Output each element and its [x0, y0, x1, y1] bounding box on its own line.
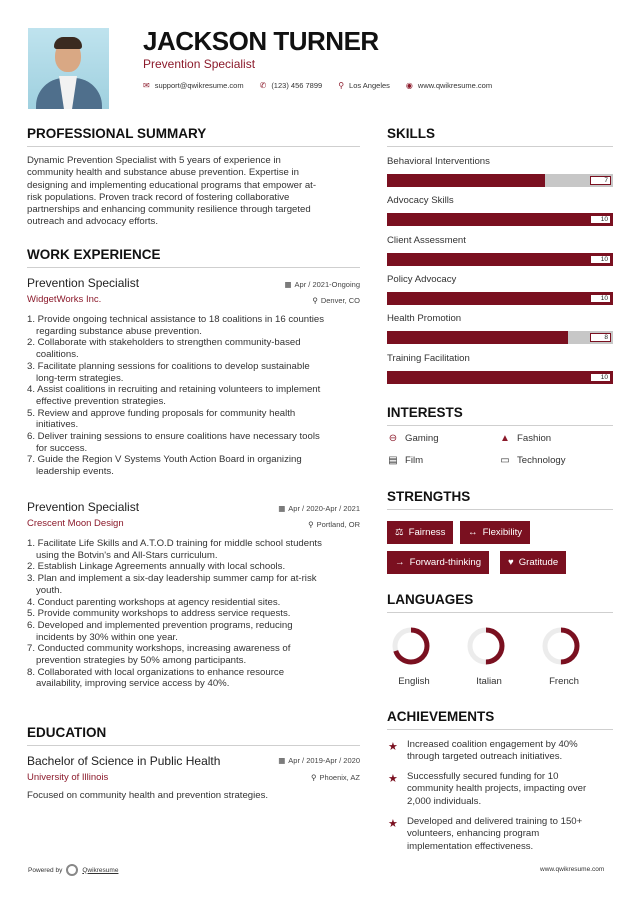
- contact-email[interactable]: support@qwikresume.com: [154, 81, 244, 90]
- candidate-name: JACKSON TURNER: [143, 26, 379, 56]
- skill-bar-fill: [387, 253, 613, 266]
- star-icon: ★: [388, 818, 398, 830]
- degree-title: Bachelor of Science in Public Health: [27, 754, 221, 768]
- achievement-item: Developed and delivered training to 150+ volunteers, enhancing program implementation effectiveness.: [407, 816, 583, 852]
- globe-icon: ◉: [405, 81, 413, 90]
- skill-bar: [387, 331, 613, 344]
- strengths-title: STRENGTHS: [387, 489, 471, 504]
- skill-bar-fill: [387, 371, 613, 384]
- skill-bar: [387, 253, 613, 266]
- contact-location: Los Angeles: [349, 81, 390, 90]
- job-company: Crescent Moon Design: [27, 518, 124, 529]
- achievement-item: Successfully secured funding for 10 community health projects, impacting over 2,000 individuals.: [407, 771, 587, 807]
- balance-scale-icon: ⚖: [395, 527, 404, 538]
- skill-label: Client Assessment: [387, 235, 466, 246]
- languages-title: LANGUAGES: [387, 592, 474, 607]
- skill-value: 10: [590, 215, 611, 224]
- star-icon: ★: [388, 773, 398, 785]
- contact-line: [143, 81, 492, 90]
- location-pin-icon: ⚲: [308, 520, 314, 529]
- skill-value: 10: [590, 255, 611, 264]
- achievements-divider: [387, 729, 613, 730]
- job-bullets: 1. Facilitate Life Skills and A.T.O.D training for middle school students using the Botvin's and All-Stars curriculum. 2. Establish Linkage Agreements annually with local schools. 3. Plan and implement a six-day leadership summer camp for at-risk youth. 4. Conduct parenting workshops at agency residential sites. 5. Provide community workshops to address service requests. 6. Developed and implemented prevention programs, reducing incidents by 30% within one year. 7. Conducted community workshops, increasing awareness of prevention strategies by 50% among participants. 8. Collaborated with local organizations to enhance resource availability, improving service access by 40%.: [27, 538, 322, 690]
- skill-label: Behavioral Interventions: [387, 156, 490, 167]
- skill-value: 10: [590, 373, 611, 382]
- calendar-icon: ▦: [278, 756, 286, 765]
- candidate-role: Prevention Specialist: [143, 57, 256, 71]
- arrow-right-icon: →: [395, 557, 405, 568]
- star-icon: ★: [388, 741, 398, 753]
- skill-bar: [387, 292, 613, 305]
- interest-item: ▭ Technology: [500, 455, 566, 466]
- mail-icon: ✉: [143, 81, 150, 90]
- strengths-divider: [387, 509, 613, 510]
- shopping-bag-icon: ▲: [500, 433, 510, 444]
- language-label: English: [398, 676, 430, 687]
- location-pin-icon: ⚲: [312, 296, 318, 305]
- languages-divider: [387, 612, 613, 613]
- contact-website[interactable]: www.qwikresume.com: [417, 81, 493, 90]
- job-company: WidgetWorks Inc.: [27, 294, 102, 305]
- location-pin-icon: ⚲: [338, 81, 345, 90]
- film-icon: ▤: [388, 455, 398, 466]
- skill-bar-fill: [387, 213, 613, 226]
- skill-bar: [387, 174, 613, 187]
- education-divider: [27, 745, 360, 746]
- interest-item: ▲ Fashion: [500, 433, 552, 444]
- school-name: University of Illinois: [27, 772, 109, 783]
- job-location: ⚲ Portland, OR: [308, 520, 360, 529]
- summary-text: Dynamic Prevention Specialist with 5 years of experience in community health and substance abuse prevention. Expertise in designing and implementing educational programs that empower at- risk populations. Proven track record of fostering collaborative partnerships and enhancing community resilience through targeted outreach and advocacy efforts.: [27, 155, 317, 228]
- skill-value: 7: [590, 176, 611, 185]
- skill-bar-fill: [387, 174, 545, 187]
- interests-divider: [387, 425, 613, 426]
- skill-value: 10: [590, 294, 611, 303]
- calendar-icon: ▦: [284, 280, 292, 289]
- experience-title: WORK EXPERIENCE: [27, 247, 161, 262]
- strength-tag: ♥ Gratitude: [500, 551, 566, 574]
- skills-title: SKILLS: [387, 126, 436, 141]
- calendar-icon: ▦: [278, 504, 286, 513]
- skill-bar: [387, 371, 613, 384]
- experience-divider: [27, 267, 360, 268]
- heart-icon: ♥: [508, 557, 514, 568]
- qwikresume-logo-icon: [66, 864, 78, 876]
- summary-divider: [27, 146, 360, 147]
- job-dates: ▦ Apr / 2020-Apr / 2021: [278, 504, 360, 513]
- education-title: EDUCATION: [27, 725, 107, 740]
- footer-powered: [28, 864, 118, 876]
- education-location: ⚲ Phoenix, AZ: [311, 773, 360, 782]
- summary-title: PROFESSIONAL SUMMARY: [27, 126, 207, 141]
- contact-phone: (123) 456 7899: [271, 81, 323, 90]
- skill-value: 8: [590, 333, 611, 342]
- education-description: Focused on community health and prevention strategies.: [27, 790, 269, 801]
- skill-label: Policy Advocacy: [387, 274, 457, 285]
- education-dates: ▦ Apr / 2019-Apr / 2020: [278, 756, 360, 765]
- skills-divider: [387, 146, 613, 147]
- interest-item: ▤ Film: [388, 455, 424, 466]
- laptop-icon: ▭: [500, 455, 510, 466]
- job-dates: ▦ Apr / 2021-Ongoing: [284, 280, 360, 289]
- language-label: French: [549, 676, 579, 687]
- achievements-title: ACHIEVEMENTS: [387, 709, 495, 724]
- footer-website[interactable]: www.qwikresume.com: [540, 866, 605, 873]
- strength-tag: → Forward-thinking: [387, 551, 489, 574]
- job-title: Prevention Specialist: [27, 500, 140, 514]
- language-label: Italian: [476, 676, 502, 687]
- interest-item: ⊖ Gaming: [388, 433, 439, 444]
- skill-label: Training Facilitation: [387, 353, 470, 364]
- profile-photo: [28, 28, 109, 109]
- skill-label: Health Promotion: [387, 313, 462, 324]
- job-bullets: 1. Provide ongoing technical assistance to 18 coalitions in 16 counties regarding substance abuse prevention. 2. Collaborate with stakeholders to strengthen community-based coalitions. 3. Facilitate planning sessions for coalitions to develop sustainable long-term strategies. 4. Assist coalitions in recruiting and retaining volunteers to implement effective prevention strategies. 5. Review and approve funding proposals for community health initiatives. 6. Deliver training sessions to ensure coalitions have necessary tools for success. 7. Guide the Region V Systems Youth Action Board in organizing leadership events.: [27, 314, 325, 478]
- phone-icon: ✆: [259, 81, 267, 90]
- brand-link[interactable]: Qwikresume: [82, 866, 119, 874]
- location-pin-icon: ⚲: [311, 773, 317, 782]
- strength-tag: ⚖ Fairness: [387, 521, 453, 544]
- skill-bar-fill: [387, 331, 568, 344]
- language-ring: [541, 626, 581, 666]
- job-location: ⚲ Denver, CO: [312, 296, 360, 305]
- skill-bar: [387, 213, 613, 226]
- arrows-horizontal-icon: ↔: [468, 527, 478, 538]
- language-ring: [391, 626, 431, 666]
- powered-by-text: Powered by: [28, 866, 63, 874]
- strength-tag: ↔ Flexibility: [460, 521, 530, 544]
- skill-bar-fill: [387, 292, 613, 305]
- interests-title: INTERESTS: [387, 405, 463, 420]
- achievement-item: Increased coalition engagement by 40% through targeted outreach initiatives.: [407, 739, 578, 763]
- language-ring: [466, 626, 506, 666]
- job-title: Prevention Specialist: [27, 276, 140, 290]
- gamepad-icon: ⊖: [388, 433, 398, 444]
- skill-label: Advocacy Skills: [387, 195, 454, 206]
